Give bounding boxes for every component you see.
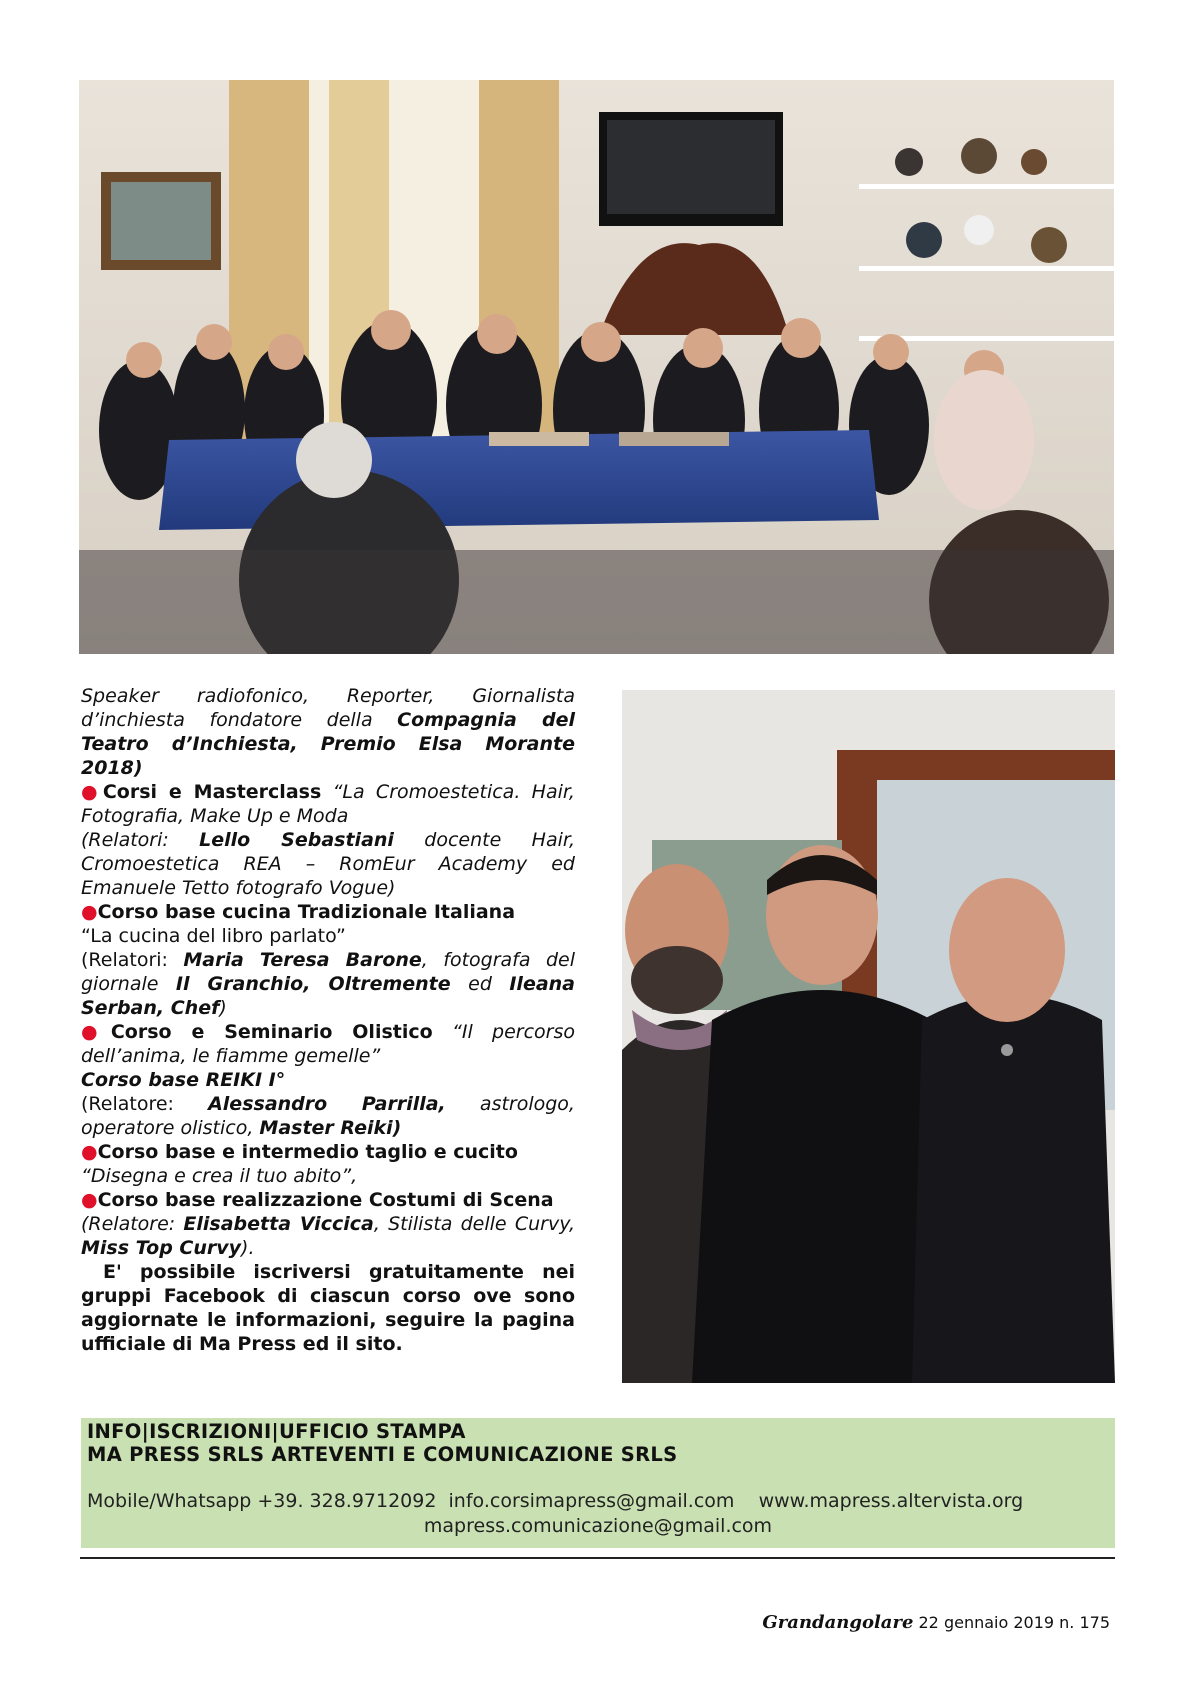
bullet-icon: ●: [81, 1189, 98, 1211]
closing-paragraph: E' possibile iscriversi gratuitamente nei gruppi Facebook di ciascun corso ove sono aggiornate le informazioni, seguire la pagina ufficiale di Ma Press ed il sito.: [81, 1261, 575, 1355]
course-reiki: Corso base REIKI I°: [81, 1069, 286, 1091]
course-speakers-olistico: (Relatore: Alessandro Parrilla, astrologo, operatore olistico, Master Reiki): [81, 1093, 575, 1139]
bullet-icon: ●: [81, 781, 103, 803]
course-item-cucito: ●Corso base e intermedio taglio e cucito: [81, 1141, 518, 1163]
course-item-costumi: ●Corso base realizzazione Costumi di Scena: [81, 1189, 554, 1211]
divider-rule: [80, 1557, 1115, 1559]
company-name: MA PRESS SRLS ARTEVENTI E COMUNICAZIONE SRLS: [87, 1443, 678, 1466]
press-conference-photo: [79, 80, 1114, 654]
info-contact-box: [81, 1418, 1115, 1548]
intro-paragraph: Speaker radiofonico, Reporter, Giornalista d’inchiesta fondatore della Compagnia del Teatro d’Inchiesta, Premio Elsa Morante 2018): [81, 685, 575, 779]
page-footer: [762, 1612, 1110, 1633]
course-subtitle-cucito: “Disegna e crea il tuo abito”,: [81, 1165, 358, 1187]
issue-info: 22 gennaio 2019 n. 175: [913, 1613, 1110, 1632]
course-speakers-cromoestetica: (Relatori: Lello Sebastiani docente Hair, Cromoestetica REA – RomEur Academy ed Emanuele Tetto fotografo Vogue): [81, 829, 575, 899]
course-item-cucina: ●Corso base cucina Tradizionale Italiana: [81, 901, 516, 923]
publication-name: Grandangolare: [762, 1612, 914, 1633]
course-item-cromoestetica: ●Corsi e Masterclass “La Cromoestetica. Hair, Fotografia, Make Up e Moda: [81, 781, 575, 827]
course-speakers-cucina: (Relatori: Maria Teresa Barone, fotografa del giornale Il Granchio, Oltremente ed Ileana Serban, Chef): [81, 949, 575, 1019]
contact-line: Mobile/Whatsapp +39. 328.9712092 info.corsimapress@gmail.com www.mapress.altervista.org: [87, 1490, 1024, 1512]
article-text-column: [81, 684, 575, 1356]
course-item-olistico: ●Corso e Seminario Olistico “Il percorso dell’anima, le fiamme gemelle”: [81, 1021, 575, 1067]
bullet-icon: ●: [81, 1021, 111, 1043]
info-title: INFO|ISCRIZIONI|UFFICIO STAMPA: [87, 1420, 466, 1443]
bullet-icon: ●: [81, 901, 98, 923]
bullet-icon: ●: [81, 1141, 98, 1163]
course-speakers-costumi: (Relatore: Elisabetta Viccica, Stilista delle Curvy, Miss Top Curvy).: [81, 1213, 576, 1259]
course-subtitle-cucina: “La cucina del libro parlato”: [81, 925, 346, 947]
contact-email-line: mapress.comunicazione@gmail.com: [423, 1515, 773, 1537]
three-men-portrait-photo: [622, 690, 1115, 1383]
